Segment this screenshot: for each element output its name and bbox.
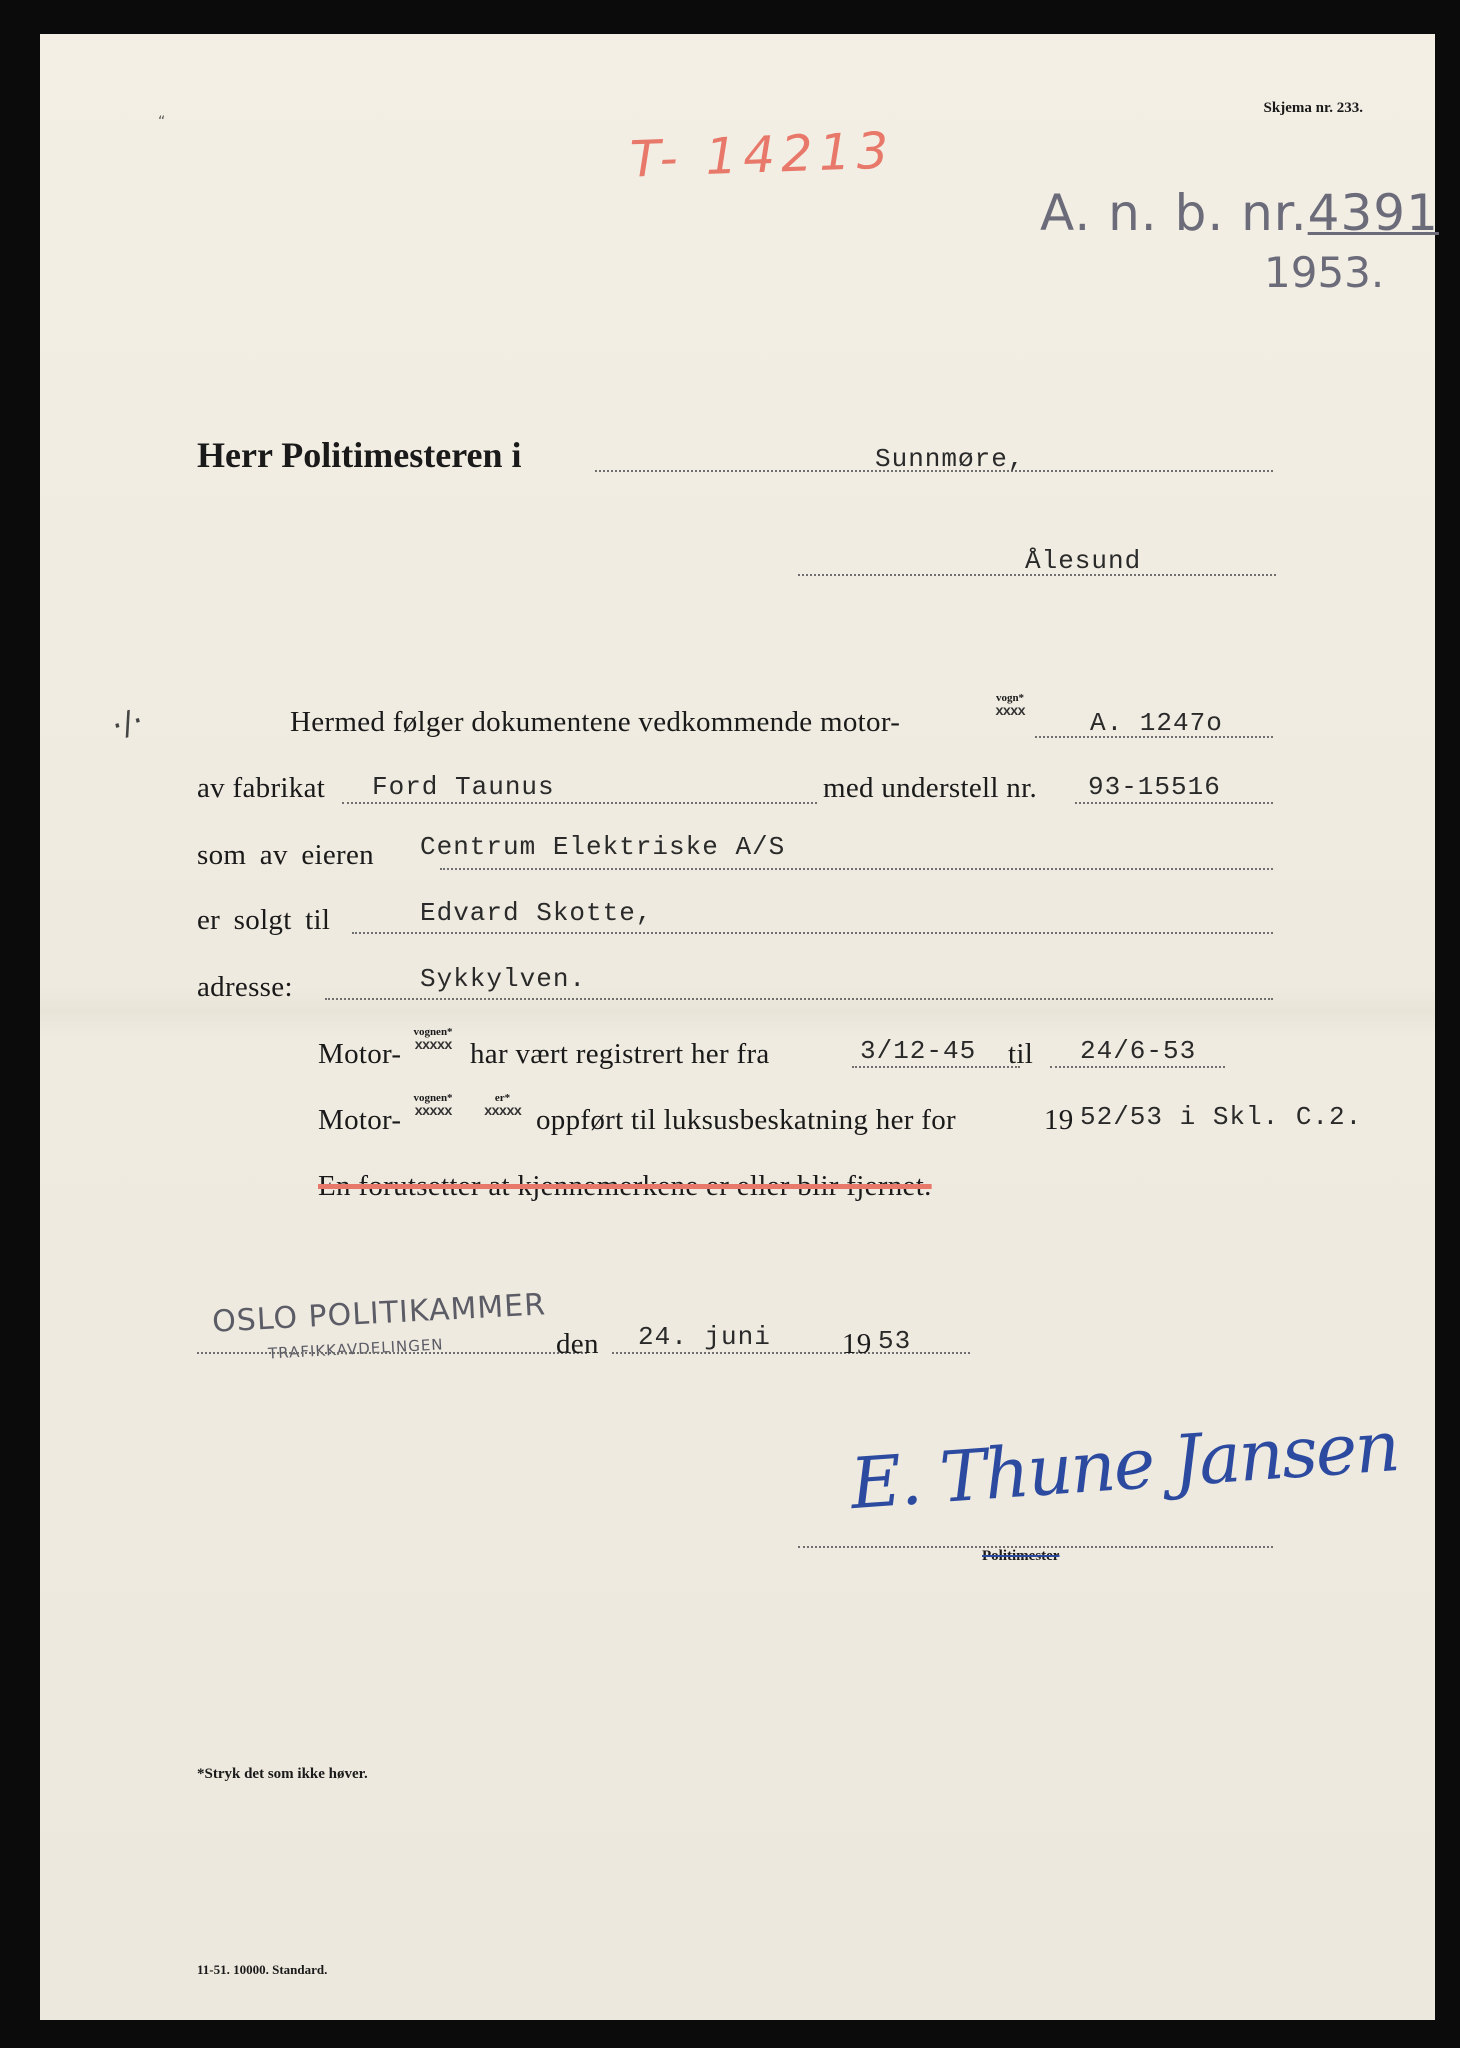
district-value: Sunnmøre, bbox=[875, 444, 1025, 474]
fabrikat-line bbox=[342, 802, 817, 804]
footnote: *Stryk det som ikke høver. bbox=[197, 1766, 368, 1782]
vognen-option-2 bbox=[398, 1092, 468, 1120]
anb-stamp-label: A. n. b. nr. bbox=[1040, 184, 1308, 242]
vogn-superscript: vogn* bbox=[995, 692, 1025, 704]
eier-value: Centrum Elektriske A/S bbox=[420, 832, 786, 862]
luksus-text: oppført til luksusbeskatning her for bbox=[536, 1104, 956, 1136]
stamp-line bbox=[197, 1352, 587, 1354]
motor-label-2: Motor- bbox=[318, 1104, 402, 1136]
fabrikat-value: Ford Taunus bbox=[372, 772, 555, 802]
solgt-label: er solgt til bbox=[197, 904, 331, 936]
vogn-struck: xxxx bbox=[995, 704, 1025, 720]
er-superscript: er* bbox=[494, 1092, 511, 1104]
date-line bbox=[612, 1352, 970, 1354]
red-reference-number: T- 14213 bbox=[629, 121, 896, 189]
understell-value: 93-15516 bbox=[1088, 772, 1221, 802]
form-number: Skjema nr. 233. bbox=[1263, 100, 1363, 116]
vogn-option bbox=[985, 692, 1035, 720]
struck-sentence: En forutsetter at kjennemerkene er eller blir fjernet. bbox=[318, 1170, 932, 1202]
vognen-struck-2: xxxxx bbox=[414, 1104, 452, 1120]
year-prefix: 19 bbox=[842, 1328, 872, 1360]
understell-line bbox=[1075, 802, 1273, 804]
til-line bbox=[1050, 1066, 1225, 1068]
vognen-superscript-2: vognen* bbox=[413, 1092, 453, 1104]
corner-mark: “ bbox=[158, 114, 166, 130]
anb-number: 4391 bbox=[1307, 184, 1439, 242]
signature-title: Politimester bbox=[982, 1548, 1060, 1564]
den-label: den bbox=[556, 1328, 599, 1360]
city-value: Ålesund bbox=[1025, 546, 1142, 576]
eier-line bbox=[440, 868, 1273, 870]
year-suffix: 53 bbox=[878, 1326, 912, 1356]
signature: E. Thune Jansen bbox=[847, 1404, 1401, 1526]
print-info: 11-51. 10000. Standard. bbox=[197, 1962, 328, 1977]
fra-dato: 3/12-45 bbox=[860, 1036, 977, 1066]
heading-label: Herr Politimesteren i bbox=[197, 435, 522, 475]
eier-label: som av eieren bbox=[197, 839, 374, 871]
luksus-year-prefix: 19 bbox=[1044, 1104, 1074, 1136]
oslo-stamp-line2: TRAFIKKAVDELINGEN bbox=[267, 1335, 444, 1363]
form-sheet bbox=[40, 34, 1439, 2020]
vognen-struck-1: xxxxx bbox=[414, 1038, 452, 1054]
fra-line bbox=[852, 1066, 1020, 1068]
intro-label: Hermed følger dokumentene vedkommende motor- bbox=[290, 706, 901, 738]
registration-number: A. 1247o bbox=[1090, 708, 1223, 738]
til-dato: 24/6-53 bbox=[1080, 1036, 1197, 1066]
motor-label-1: Motor- bbox=[318, 1038, 402, 1070]
fabrikat-label: av fabrikat bbox=[197, 772, 326, 804]
til-label: til bbox=[1008, 1038, 1034, 1070]
anb-stamp bbox=[1040, 184, 1439, 242]
oslo-stamp-line1: OSLO POLITIKAMMER bbox=[211, 1287, 547, 1340]
er-option bbox=[470, 1092, 535, 1120]
registrert-text: har vært registrert her fra bbox=[470, 1038, 770, 1070]
margin-mark: ·/· bbox=[107, 700, 148, 746]
er-struck: xxxxx bbox=[483, 1104, 521, 1120]
vognen-option-1 bbox=[398, 1026, 468, 1054]
adresse-value: Sykkylven. bbox=[420, 964, 587, 994]
date-typed: 24. juni bbox=[638, 1322, 771, 1352]
adresse-line bbox=[325, 998, 1273, 1000]
vognen-superscript-1: vognen* bbox=[413, 1026, 453, 1038]
understell-label: med understell nr. bbox=[823, 772, 1037, 804]
adresse-label: adresse: bbox=[197, 971, 293, 1003]
kjoper-value: Edvard Skotte, bbox=[420, 898, 653, 928]
kjoper-line bbox=[352, 932, 1273, 934]
luksus-year-typed: 52/53 i Skl. C.2. bbox=[1080, 1102, 1363, 1132]
anb-year: 1953. bbox=[1264, 248, 1385, 297]
